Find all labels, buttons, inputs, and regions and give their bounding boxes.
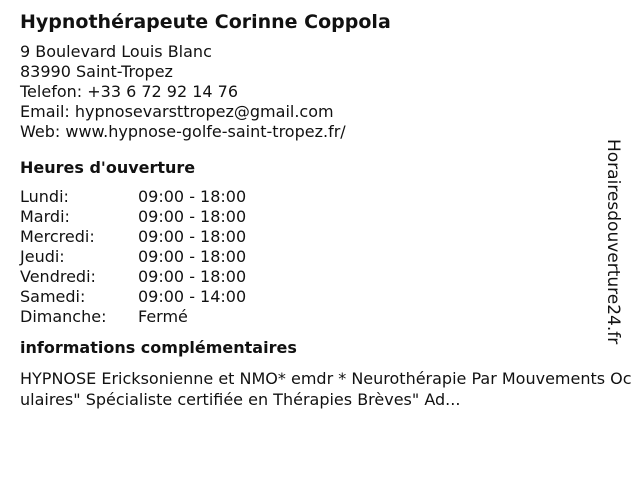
hours-row-wednesday: [20, 227, 632, 247]
opening-hours-heading: Heures d'ouverture: [20, 158, 196, 177]
business-card: [20, 9, 632, 410]
website-line: Web: www.hypnose-golfe-saint-tropez.fr/: [20, 122, 346, 141]
hours-row-monday: [20, 187, 632, 207]
hours-time-value: 09:00 - 18:00: [138, 267, 247, 286]
hours-day-label: Jeudi:: [20, 247, 65, 266]
hours-day-label: Mardi:: [20, 207, 70, 226]
hours-row-thursday: [20, 247, 632, 267]
hours-time-value: 09:00 - 14:00: [138, 287, 247, 306]
address-line-1: 9 Boulevard Louis Blanc: [20, 42, 212, 61]
business-name: Hypnothérapeute Corinne Coppola: [20, 11, 391, 33]
additional-info-text: HYPNOSE Ericksonienne et NMO* emdr * Neurothérapie Par Mouvements Oculaires" Spécialiste certifiée en Thérapies Brèves" Ad...: [20, 369, 632, 409]
hours-day-label: Vendredi:: [20, 267, 96, 286]
hours-time-value: 09:00 - 18:00: [138, 247, 247, 266]
hours-day-label: Dimanche:: [20, 307, 107, 326]
opening-hours-table: [20, 187, 632, 327]
hours-row-tuesday: [20, 207, 632, 227]
hours-row-sunday: [20, 307, 632, 327]
hours-row-friday: [20, 267, 632, 287]
hours-time-value: 09:00 - 18:00: [138, 227, 247, 246]
site-watermark: Horairesdouverture24.fr: [603, 139, 623, 345]
phone-line: Telefon: +33 6 72 92 14 76: [20, 82, 239, 101]
email-line: Email: hypnosevarsttropez@gmail.com: [20, 102, 334, 121]
hours-time-value: 09:00 - 18:00: [138, 187, 247, 206]
hours-time-value: 09:00 - 18:00: [138, 207, 247, 226]
hours-row-saturday: [20, 287, 632, 307]
hours-day-label: Mercredi:: [20, 227, 95, 246]
hours-day-label: Lundi:: [20, 187, 69, 206]
hours-day-label: Samedi:: [20, 287, 86, 306]
additional-info-heading: informations complémentaires: [20, 338, 297, 357]
hours-time-value: Fermé: [138, 307, 188, 326]
address-line-2: 83990 Saint-Tropez: [20, 62, 173, 81]
